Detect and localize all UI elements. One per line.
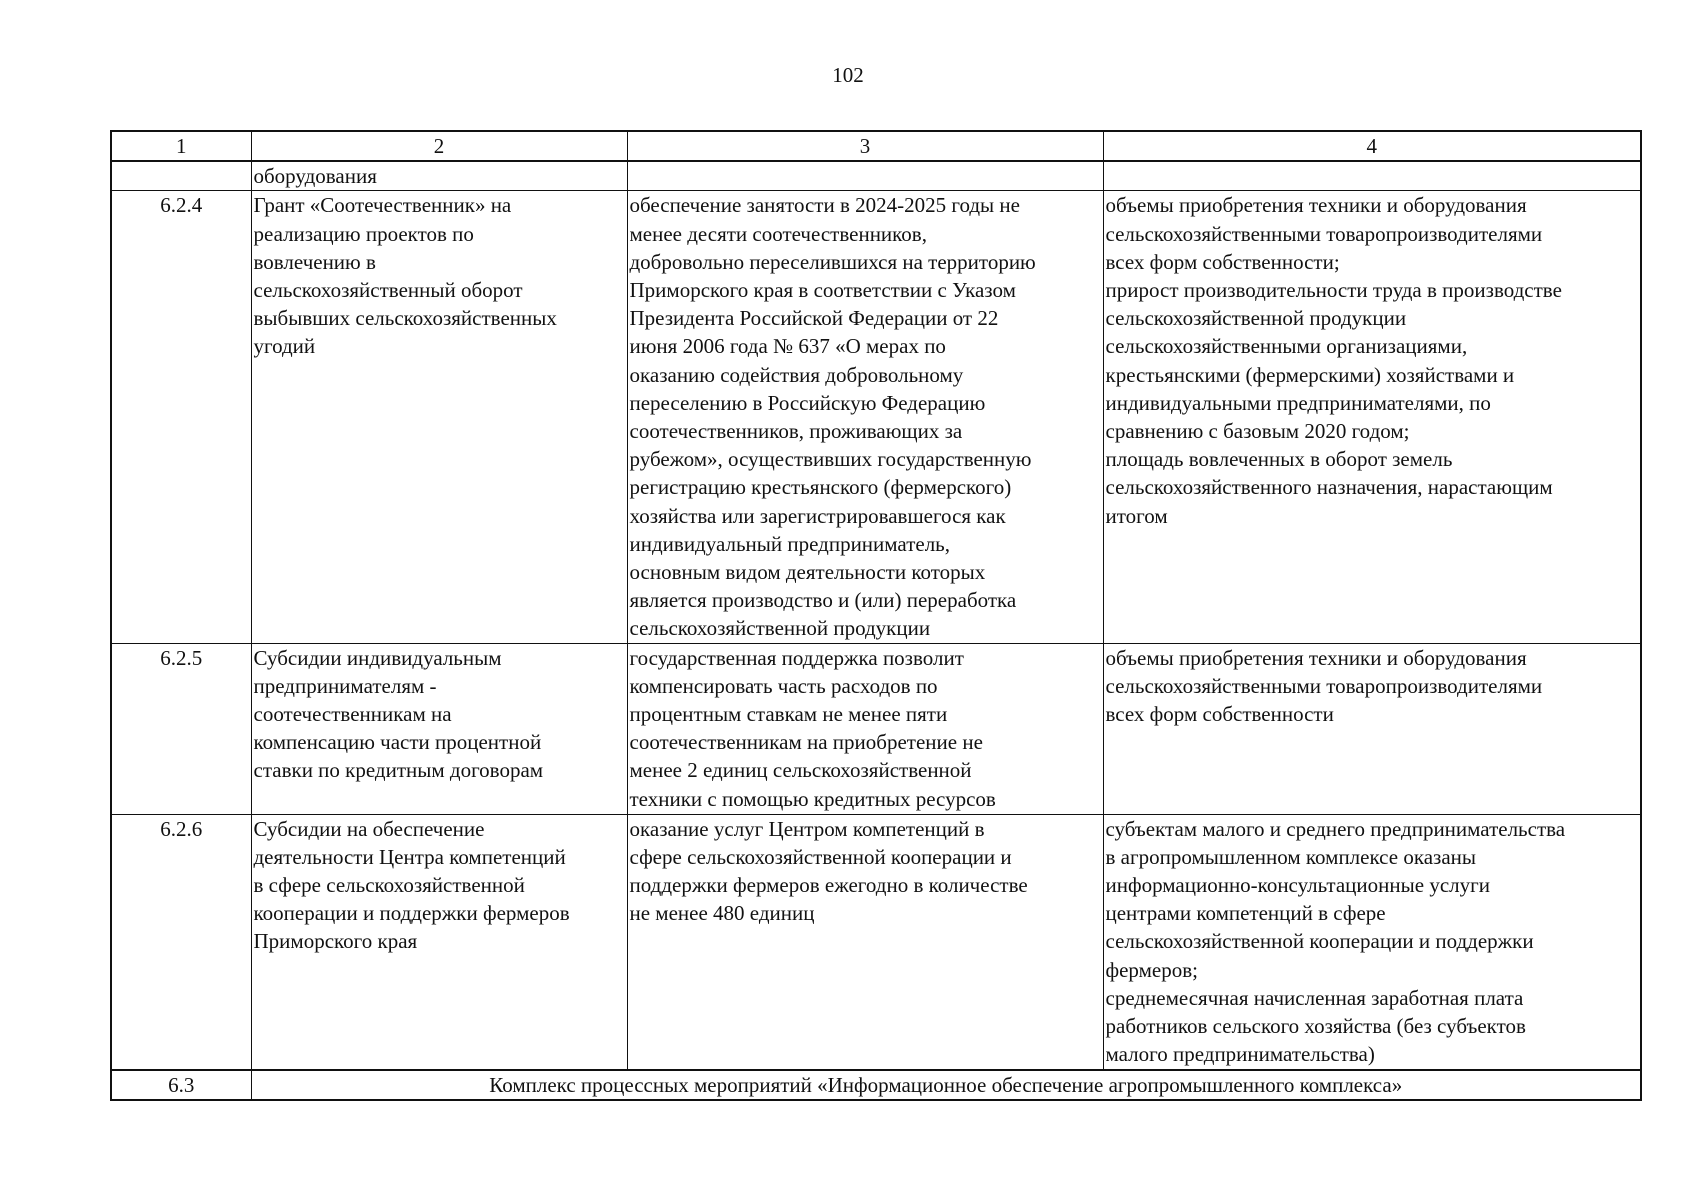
cell-text-line: июня 2006 года № 637 «О мерах по [629,334,946,359]
cell-text-line: реализацию проектов по [253,221,474,246]
table-row [111,814,1641,1070]
cell-text-line: добровольно переселившихся на территорию [629,249,1036,274]
cell-text-line: площадь вовлеченных в оборот земель [1105,447,1453,472]
cell-text-line: сельскохозяйственной продукции [629,616,931,641]
continuation-col2-cell: оборудования [251,161,627,191]
measures-table [110,130,1642,1101]
indicator-cell [1103,643,1641,814]
column-header-4: 4 [1103,131,1641,161]
section-row [111,1070,1641,1100]
cell-text-line: сравнению с базовым 2020 годом; [1105,419,1410,444]
cell-text-line: оказание услуг Центром компетенций в [629,816,985,841]
row-number-cell: 6.2.5 [111,643,251,814]
cell-text-line: кооперации и поддержки фермеров [253,901,570,926]
cell-text-line: переселению в Российскую Федерацию [629,390,986,415]
result-description-cell [627,643,1103,814]
cell-text-line: работников сельского хозяйства (без субъектов [1105,1014,1526,1039]
cell-text-line: сельскохозяйственного назначения, нарастающим [1105,475,1553,500]
cell-text-line: малого предпринимательства) [1105,1042,1375,1067]
cell-text-line: всех форм собственности; [1105,249,1340,274]
row-number-cell: 6.2.4 [111,191,251,643]
cell-text-line: сельскохозяйственными организациями, [1105,334,1468,359]
cell-text-line: объемы приобретения техники и оборудования [1105,193,1527,218]
cell-text-line: Субсидии на обеспечение [253,816,485,841]
cell-text-line: вовлечению в [253,249,376,274]
column-header-1: 1 [111,131,251,161]
cell-text-line: предпринимателям - [253,673,437,698]
cell-text-line: обеспечение занятости в 2024-2025 годы не [629,193,1020,218]
section-title-cell: Комплекс процессных мероприятий «Информационное обеспечение агропромышленного комплекса» [251,1070,1641,1100]
cell-text-line: соотечественников, проживающих за [629,419,963,444]
cell-text-line: сельскохозяйственный оборот [253,278,523,303]
continuation-row [111,161,1641,191]
cell-text-line: рубежом», осуществивших государственную [629,447,1032,472]
cell-text-line: всех форм собственности [1105,702,1334,727]
result-description-cell [627,814,1103,1070]
cell-text-line: Приморского края в соответствии с Указом [629,278,1016,303]
table-row [111,191,1641,643]
cell-text-line: прирост производительности труда в производстве [1105,278,1562,303]
cell-text-line: Грант «Соотечественник» на [253,193,512,218]
cell-text-line: оказанию содействия добровольному [629,362,964,387]
cell-text-line: информационно-консультационные услуги [1105,873,1490,898]
cell-text-line: фермеров; [1105,957,1198,982]
cell-text-line: компенсировать часть расходов по [629,673,938,698]
cell-text-line: индивидуальный предприниматель, [629,531,951,556]
cell-text-line: основным видом деятельности которых [629,560,986,585]
cell-text-line: сельскохозяйственной продукции [1105,306,1407,331]
continuation-num-cell [111,161,251,191]
cell-text-line: сельскохозяйственными товаропроизводителями [1105,221,1543,246]
cell-text-line: соотечественникам на приобретение не [629,730,983,755]
measure-name-cell [251,814,627,1070]
row-number-cell: 6.2.6 [111,814,251,1070]
section-number-cell: 6.3 [111,1070,251,1100]
cell-text-line: индивидуальными предпринимателями, по [1105,390,1491,415]
indicator-cell [1103,191,1641,643]
cell-text-line: сельскохозяйственной кооперации и поддержки [1105,929,1534,954]
measure-name-cell [251,643,627,814]
cell-text-line: субъектам малого и среднего предпринимательства [1105,816,1566,841]
cell-text-line: техники с помощью кредитных ресурсов [629,786,996,811]
cell-text-line: хозяйства или зарегистрировавшегося как [629,503,1006,528]
indicator-cell [1103,814,1641,1070]
measure-name-cell [251,191,627,643]
cell-text-line: регистрацию крестьянского (фермерского) [629,475,1012,500]
cell-text-line: угодий [253,334,316,359]
cell-text-line: государственная поддержка позволит [629,645,964,670]
cell-text-line: итогом [1105,503,1168,528]
cell-text-line: является производство и (или) переработка [629,588,1017,613]
cell-text-line: крестьянскими (фермерскими) хозяйствами и [1105,362,1515,387]
continuation-col4-cell [1103,161,1641,191]
cell-text-line: менее 2 единиц сельскохозяйственной [629,758,972,783]
cell-text-line: деятельности Центра компетенций [253,844,566,869]
cell-text-line: в сфере сельскохозяйственной [253,873,525,898]
table-header-row [111,131,1641,161]
cell-text-line: в агропромышленном комплексе оказаны [1105,844,1476,869]
cell-text-line: соотечественникам на [253,702,452,727]
cell-text-line: объемы приобретения техники и оборудования [1105,645,1527,670]
cell-text-line: среднемесячная начисленная заработная плата [1105,985,1524,1010]
cell-text-line: процентным ставкам не менее пяти [629,702,948,727]
cell-text-line: сельскохозяйственными товаропроизводителями [1105,673,1543,698]
cell-text-line: поддержки фермеров ежегодно в количестве [629,873,1028,898]
cell-text-line: не менее 480 единиц [629,901,815,926]
cell-text-line: Субсидии индивидуальным [253,645,502,670]
cell-text-line: сфере сельскохозяйственной кооперации и [629,844,1012,869]
column-header-2: 2 [251,131,627,161]
continuation-col3-cell [627,161,1103,191]
column-header-3: 3 [627,131,1103,161]
cell-text-line: менее десяти соотечественников, [629,221,927,246]
table-row [111,643,1641,814]
result-description-cell [627,191,1103,643]
cell-text-line: Приморского края [253,929,418,954]
cell-text-line: центрами компетенций в сфере [1105,901,1386,926]
cell-text-line: ставки по кредитным договорам [253,758,544,783]
cell-text-line: компенсацию части процентной [253,730,542,755]
page-number: 102 [832,63,864,87]
cell-text-line: выбывших сельскохозяйственных [253,306,557,331]
cell-text-line: Президента Российской Федерации от 22 [629,306,999,331]
